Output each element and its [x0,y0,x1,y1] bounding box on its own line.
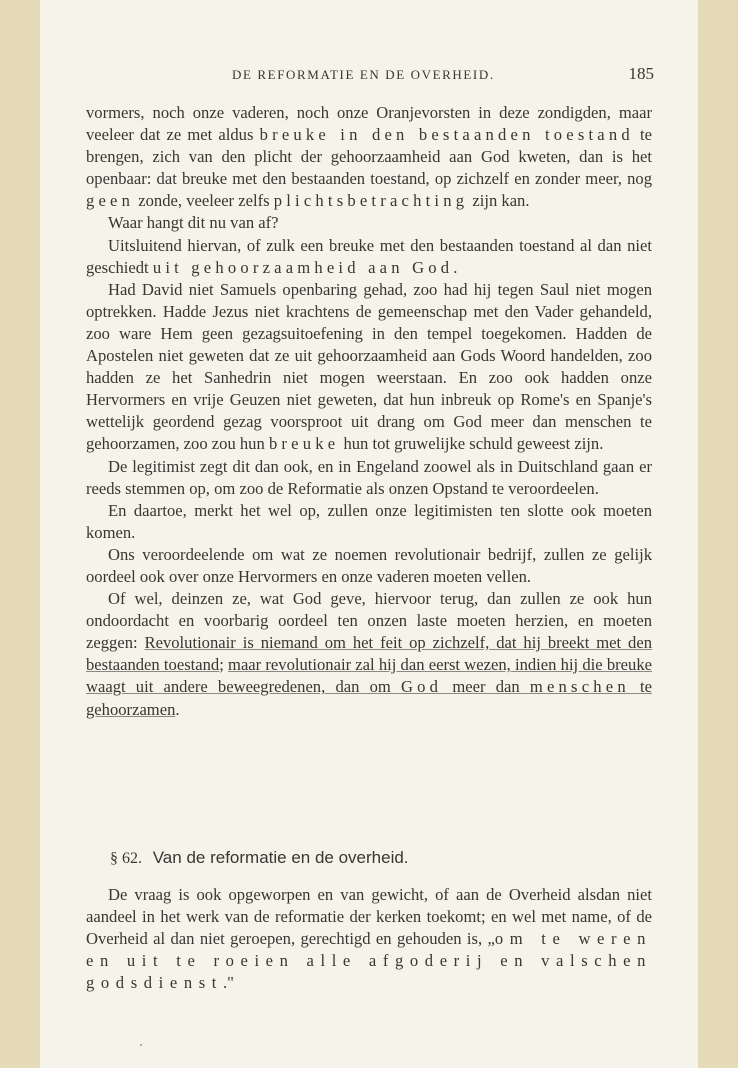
text-run: Had David niet Samuels openbaring gehad, zoo had hij tegen Saul niet mogen optrekken. Hadde Jezus niet krachtens de gemeenschap met den Vader gehandeld, zoo ware Hem geen gezagsuitoefening in den tempel toegekomen. Hadden de Apostelen niet geweten dat ze uit gehoorzaamheid aan Gods Woord handelden, zoo hadden ze het Sanhedrin niet mogen weerstaan. En zoo ook hadden onze Hervormers en vrije Geuzen niet geweten, dat hun inbreuk op Rome's en Spanje's wettelijk geordend gezag voorsproot uit drang om God meer dan menschen te gehoorzamen, zoo zou hun [86,279,652,454]
paragraph-9 [86,884,652,994]
spaced-emphasis: uit gehoorzaamheid aan God. [152,257,462,277]
paragraph-2: Waar hangt dit nu van af? [108,213,279,233]
underlined-text: Revolutionair is niemand om het feit op zichzelf, dat hij breekt met den bestaanden toestand [86,633,652,675]
page-number: 185 [628,64,654,83]
spaced-emphasis: plichtsbetrachting [273,191,469,211]
spaced-emphasis: breuke [268,434,340,454]
underlined-text: maar revolutionair zal hij dan eerst wezen, indien hij die breuke waagt uit andere beweegredenen, dan om [86,655,652,697]
paragraph-1 [86,102,652,212]
text-run: Of wel, deinzen ze, wat God geve, hiervoor terug, dan zullen ze ook hun ondoordacht en voorbarig oordeel ten onzen laste moeten herzien, en moeten zeggen: [86,589,652,653]
running-head: DE REFORMATIE EN DE OVERHEID. [232,67,495,82]
body-text [86,102,652,721]
spaced-emphasis: menschen [529,677,630,697]
paragraph-8 [86,588,652,721]
text-run: De vraag is ook opgeworpen en van gewicht, of aan de Overheid alsdan niet aandeel in het werk van de reformatie der kerken toekomt; en wel met name, of de Overheid al dan niet geroepen, gerechtigd en gehouden is, „ [86,885,652,949]
underlined-text: meer dan [442,677,530,697]
spaced-emphasis: geen [86,191,135,211]
text-run: zonde, veeleer zelfs [134,191,274,211]
section-title: Van de reformatie en de overheid. [152,848,409,867]
section-number: § 62. [110,850,142,867]
body-text-section [86,884,652,994]
paragraph-5: De legitimist zegt dit dan ook, en in Engeland zoowel als in Duitschland gaan er reeds stemmen op, om zoo de Reformatie als onzen Opstand te veroordeelen. [86,456,652,498]
section-heading [110,848,409,868]
page-header [84,64,656,88]
paragraph-3 [86,235,652,279]
text-run: te brengen, zich van den plicht der gehoorzaamheid aan God kweten, dan is het openbaar: dat breuke met den bestaanden toestand, op zichzelf en zonder meer, nog [86,125,652,189]
text-run: . [175,699,180,719]
page-speck [140,1044,142,1046]
spaced-emphasis: om te weren en uit te roeien alle afgoderij en valschen godsdienst [86,929,652,993]
text-run: vormers, noch onze vaderen, noch onze Oranjevorsten in deze zondigden, maar veeleer dat ze met aldus [86,103,652,145]
spaced-emphasis: God [400,677,443,697]
paragraph-4 [86,279,652,456]
text-run: ." [223,973,234,993]
paragraph-7: Ons veroordeelende om wat ze noemen revolutionair bedrijf, zullen ze gelijk oordeel ook over onze Hervormers en onze vaderen moeten vellen. [86,544,652,586]
text-run: Uitsluitend hiervan, of zulk een breuke met den bestaanden toestand al dan niet geschiedt [86,235,652,277]
text-run: hun tot gruwelijke schuld geweest zijn. [339,434,604,454]
text-run: ; [219,655,229,675]
underlined-text: te gehoorzamen [86,677,652,719]
text-run: zijn kan. [468,191,530,211]
spaced-emphasis: breuke in den bestaanden toestand [259,125,634,145]
paragraph-6: En daartoe, merkt het wel op, zullen onze legitimisten ten slotte ook moeten komen. [86,500,652,542]
